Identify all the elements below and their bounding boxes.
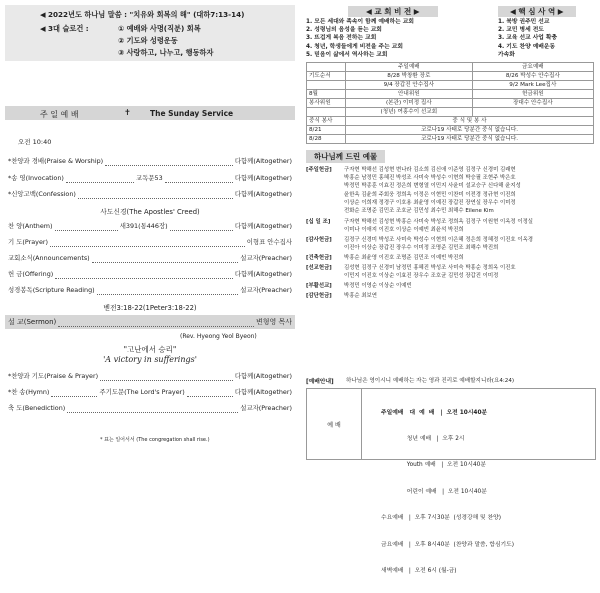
motto-2: ② 기도와 성령운동	[118, 36, 178, 45]
vision-item: 1. 모든 세대와 족속이 함께 예배하는 교회	[306, 19, 414, 25]
service-title: 주 일 예 배	[40, 110, 79, 119]
worship-verse: 하나님은 영이시니 예배하는 자는 영과 진리로 예배할지니라(요4:24)	[346, 378, 515, 384]
offering-building: [건축헌금] 박흥순 최윤영 이진호 조명준 김민조 이예빈 박진희	[306, 255, 464, 261]
worship-row: 어린이 예배 | 오전 10시40분	[381, 488, 487, 495]
motto-1: ① 예배와 사명(직분) 회복	[118, 24, 201, 33]
vision-title: ◀ 교 회 비 전 ▶	[348, 6, 438, 17]
lunch-table: 중식 봉사 중 식 및 봉 사 8/21 코로나19 사태로 당분간 중식 없습니다. 8/28 코로나19 사태로 당분간 중식 없습니다.	[306, 116, 594, 144]
core-item: 가속화	[498, 51, 515, 58]
motto-label: ◀ 3대 슬로건 :	[40, 24, 89, 33]
order-hymn: *찬 송(Hymn) 주기도문(The Lord's Prayer) 다함께(Altogether)	[8, 388, 292, 396]
scripture-ref: 벧전3:18-22(1Peter3:18-22)	[103, 304, 197, 312]
order-benediction: 축 도(Benediction) 설교자(Preacher)	[8, 404, 292, 412]
worship-label: [예배안내]	[306, 379, 334, 385]
motto-3: ③ 사랑하고, 나누고, 행동하자	[118, 48, 214, 57]
offering-special: [감단헌금] 박흥순 최보연	[306, 293, 377, 299]
duty-table: 주일예배 금요예배 기도순서 8/28 박창환 장로 8/26 박성수 안수집사 9/4 장갑진 안수집사 9/2 Mark Lee집사 8월 안내위원 헌금위원 봉사위원 (본관) 이미정 집사 장대수 안수집사 (청년) 여홍수이 선교회	[306, 62, 594, 117]
creed: 사도신경(The Apostles' Creed)	[100, 208, 200, 216]
vision-item: 2. 성령님의 음성을 듣는 교회	[306, 27, 382, 34]
worship-row: 주일예배 대 예 배 | 오전 10시40분	[381, 409, 488, 416]
worship-row: 청년 예배 | 오후 2시	[381, 435, 465, 442]
vision-item: 4. 청년, 학생들에게 비전을 주는 교회	[306, 43, 403, 50]
vision-list	[306, 18, 414, 59]
order-scripture: 성경봉독(Scripture Reading) 설교자(Preacher)	[8, 286, 292, 294]
order-announcements: 교회소식(Announcements) 설교자(Preacher)	[8, 254, 292, 262]
sermon-title-en: 'A victory in sufferings'	[103, 355, 197, 364]
worship-row: 금요예배 | 오후 8시40분 (찬양과 말씀, 합심기도)	[381, 541, 515, 548]
offering-easter: [부활선교] 박정민 이영순 이상순 이예빈	[306, 283, 412, 289]
order-confession: *신앙고백(Confession) 다함께(Altogether)	[8, 190, 292, 198]
worship-table-label: 예 배	[307, 389, 362, 459]
offering-tithe: [십 일 조] 구자현 박해선 김성현 박흥순 사미숙 박성조 정희옥 김정구 이원현 이옥정 이정실 이미나 이애지 이진호 이상순 이예빈 최윤석 박진희	[306, 219, 533, 234]
core-item: 1. 북방 권주민 선교	[498, 19, 550, 25]
order-praise-prayer: *찬양과 기도(Praise & Prayer) 다함께(Altogether)	[8, 372, 292, 380]
sermon-title-kr: "고난에서 승리"	[123, 345, 177, 354]
vision-item: 5. 믿음이 삶에서 역사하는 교회	[306, 51, 388, 58]
core-item: 3. 교육 선교 사업 확충	[498, 35, 558, 42]
cross-icon: ✝	[124, 108, 131, 117]
worship-table	[306, 388, 596, 574]
core-item: 4. 기도 찬양 예배운동	[498, 43, 556, 50]
offering-thanks: [감사헌금] 김정구 신경미 박성조 사미숙 박성수 이현희 이은혜 정은희 정혜정 이진호 이옥경 이진아 이상순 장갑진 장우수 이미정 조명준 김민조 최해수 박진희	[306, 237, 533, 252]
core-title: ◀ 핵 심 사 역 ▶	[498, 6, 576, 17]
order-invocation: *송 영(Invocation) 교독문53 다함께(Altogether)	[8, 174, 292, 182]
sermon-line: 설 교(Sermon) 변형영 목사	[8, 318, 292, 326]
footnote: * 표는 일어서서 (The congregation shall rise.)	[100, 437, 210, 443]
offering-sunday: [주일헌금] 구자현 박해선 김성현 변나라 김소희 김신애 이준영 김정구 신경미 김래현 박흥순 남정민 홍혜진 박성조 사미숙 박성수 이현희 박승필 조현주 박은호 박정민 박종훈 이효진 정은희 변형열 이민지 사윤미 설교승구 신다해 윤지성 윤한옥 김윤희 주회웅 정희옥 이정은 이현민 이찬미 이전경 정규현 이진희 이상순 이희재 정경구 이호용 최윤영 이예진 장갑진 장연실 장우수 이미정 전화순 조명준 김민조 조호균 김민성 최수민 최해수 Eilene Kim	[306, 167, 521, 215]
order-offering: 헌 금(Offering) 다함께(Altogether)	[8, 270, 292, 278]
order-praise: *찬양과 경배(Praise & Worship) 다함께(Altogether)	[8, 157, 292, 165]
worship-row: 수요예배 | 오후 7시30분 (성경강해 및 찬양)	[381, 515, 501, 522]
worship-row: 새벽예배 | 오전 6시 (월-금)	[381, 567, 457, 574]
preacher-en: (Rev. Hyeong Yeol Byeon)	[180, 333, 257, 340]
vision-item: 3. 뜨겁게 복음 전하는 교회	[306, 35, 377, 42]
theme-line: ◀ 2022년도 하나님 말씀 : "치유와 회복의 해" (대하7:13-14)	[40, 10, 245, 19]
service-english: The Sunday Service	[150, 109, 234, 118]
worship-row: Youth 예배 | 오전 10시40분	[381, 462, 486, 469]
core-list	[498, 18, 557, 59]
offering-title: 하나님께 드린 예물	[306, 150, 385, 163]
order-prayer: 기 도(Prayer) 이형표 안수집사	[8, 238, 292, 246]
core-item: 2. 교민 병세 전도	[498, 27, 544, 34]
offering-mission: [선교헌금] 김성현 김정구 신경미 남정민 홍혜진 박성조 사미숙 박흥순 정희옥 이진호 이민지 이진호 이상순 이효진 장우수 조호균 김민성 장갑진 이미정	[306, 265, 516, 280]
order-anthem: 찬 양(Anthem) 새391(통446장) 다함께(Altogether)	[8, 222, 292, 230]
service-time: 오전 10:40	[18, 138, 52, 146]
